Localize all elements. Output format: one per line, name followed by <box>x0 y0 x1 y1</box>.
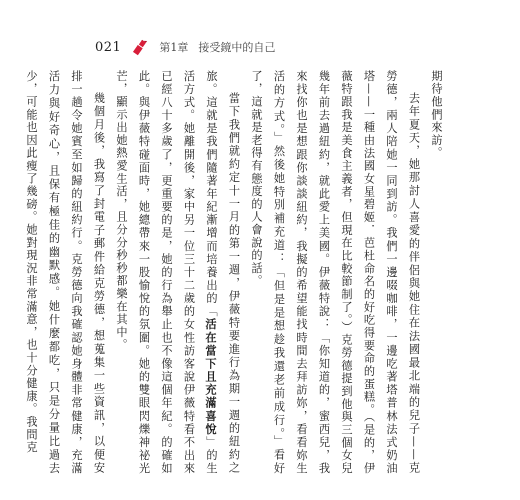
lipstick-icon <box>129 37 151 57</box>
body-text <box>25 70 447 475</box>
chapter-label: 第1章 <box>159 41 189 54</box>
paragraph-3-text-a: 當下我們就約定十一月的第一週，伊薇特要進行為期一週的紐約之旅。這就是我們隨著年紀漸增而培養出的「 <box>205 70 241 475</box>
paragraph-3-text-b: 」的生活方式。她離開後，家中另一位三十二歲的女性訪客說伊薇特看不出來已經八十多歲了，更重要的是，她的行為舉止也不像這個年紀。的確如此。與伊薇特碰面時，她總帶來一股愉悅的氛圍。她的雙眼閃爍神祕光芒，顯示出她熱愛生活，且分分秒秒都樂在其中。 <box>115 70 218 475</box>
paragraph-1: 期待他們來訪。 <box>430 70 443 160</box>
chapter-title: 接受鏡中的自己 <box>198 41 276 54</box>
emphasized-phrase: 活在當下且充滿喜悅 <box>204 318 218 437</box>
paragraph-4: 幾個月後，我寫了封電子郵件給克勞德，想蒐集一些資訊，以便安排一趟令她賓至如歸的紐約行。克勞德向我確認她身體非常健康，充滿活力與好奇心，且保有極佳的幽默感。她什麼都吃，只是分量比過去少，可能也因此瘦了幾磅。她對現況非常滿意，也十分健康。我問克 <box>25 70 106 475</box>
page-header <box>95 37 275 57</box>
page-number: 021 <box>95 39 122 55</box>
paragraph-3 <box>110 70 245 475</box>
paragraph-2: 去年夏天，她那討人喜愛的伴侶與她住在法國最北端的兒子——克勞德，兩人陪她一同到訪。我們一邊啜咖啡，一邊吃著塔普林法式奶油塔——一種由法國女星碧姬．芭杜命名的好吃得要命的蛋糕。（是的，伊薇特跟我是美食主義者，但現在比較節制了。）克勞德提到他與三個女兒幾年前去過紐約，就此愛上美國。伊薇特說：「你知道的，蜜西兒，我來找你也是想跟你談談紐約，我擬的希望能找時間去拜訪妳，看看妳生活的方式。」然後她特別補充道：「但是是想趁我還老前成行。」看好了，這就是老得有態度的人會說的話。 <box>250 70 421 475</box>
